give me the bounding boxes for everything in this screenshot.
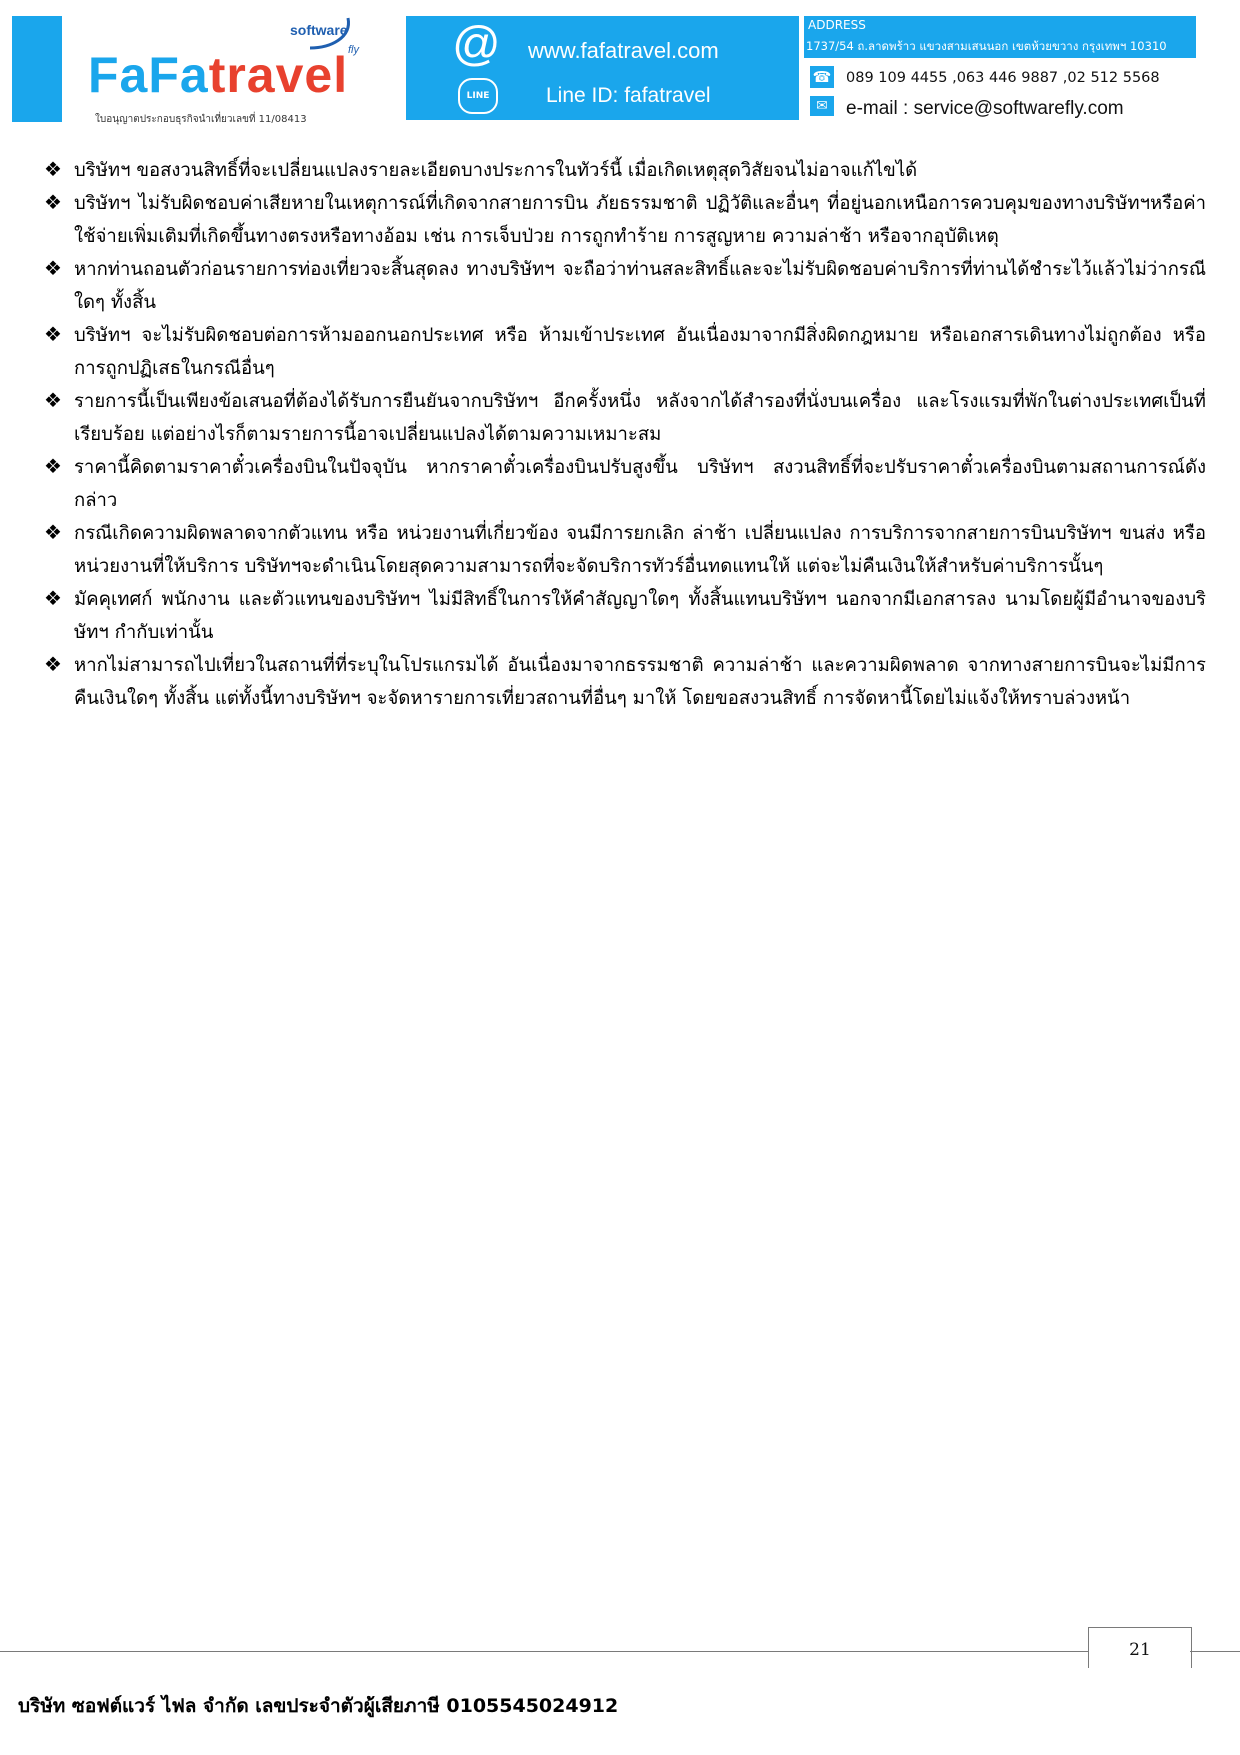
list-item — [44, 187, 1224, 253]
diamond-bullet-icon: ❖ — [44, 586, 62, 610]
list-item — [44, 253, 1224, 319]
list-item — [44, 649, 1224, 715]
diamond-bullet-icon: ❖ — [44, 388, 62, 412]
line-id: Line ID: fafatravel — [546, 84, 711, 107]
footer-divider-right — [1190, 1651, 1240, 1652]
logo-fly-text: fly — [348, 44, 359, 56]
footer-divider — [0, 1651, 1088, 1652]
diamond-bullet-icon: ❖ — [44, 454, 62, 478]
condition-text: ราคานี้คิดตามราคาตั๋วเครื่องบินในปัจจุบัน หากราคาตั๋วเครื่องบินปรับสูงขึ้น บริษัทฯ สงวนสิทธิ์ที่จะปรับราคาตั๋วเครื่องบินตามสถานการณ์ดังกล่าว — [74, 457, 1206, 511]
email-address[interactable]: e-mail : service@softwarefly.com — [846, 98, 1124, 119]
page-number-tab — [1088, 1627, 1192, 1668]
address-text: 1737/54 ถ.ลาดพร้าว แขวงสามเสนนอก เขตห้วยขวาง กรุงเทพฯ 10310 — [806, 39, 1167, 53]
list-item — [44, 385, 1224, 451]
list-item — [44, 154, 1224, 187]
condition-text: หากไม่สามารถไปเที่ยวในสถานที่ที่ระบุในโปรแกรมได้ อันเนื่องมาจากธรรมชาติ ความล่าช้า และความผิดพลาด จากทางสายการบินจะไม่มีการคืนเงินใดๆ ทั้งสิ้น แต่ทั้งนี้ทางบริษัทฯ จะจัดหารายการเที่ยวสถานที่อื่นๆ มาให้ โดยขอสงวนสิทธิ์ การจัดหานี้โดยไม่แจ้งให้ทราบล่วงหน้า — [74, 655, 1206, 709]
phone-icon: ☎ — [810, 66, 834, 88]
condition-text: บริษัทฯ ไม่รับผิดชอบค่าเสียหายในเหตุการณ์ที่เกิดจากสายการบิน ภัยธรรมชาติ ปฏิวัติและอื่นๆ ที่อยู่นอกเหนือการควบคุมของทางบริษัทฯหรือค่าใช้จ่ายเพิ่มเติมที่เกิดขึ้นทางตรงหรือทางอ้อม เช่น การเจ็บป่วย การถูกทำร้าย การสูญหาย ความล่าช้า หรือจากอุบัติเหตุ — [74, 193, 1206, 247]
page-number: 21 — [1129, 1640, 1151, 1660]
address-header — [804, 16, 1196, 58]
logo-brand-travel: travel — [208, 47, 349, 103]
list-item — [44, 583, 1224, 649]
website-link[interactable]: www.fafatravel.com — [528, 38, 719, 63]
mail-icon: ✉ — [810, 96, 834, 116]
contact-panel — [406, 16, 799, 120]
license-number: ใบอนุญาตประกอบธุรกิจนำเที่ยวเลขที่ 11/08413 — [95, 114, 307, 125]
logo-brand-fafa: FaFa — [88, 47, 209, 103]
list-item — [44, 319, 1224, 385]
diamond-bullet-icon: ❖ — [44, 652, 62, 676]
phone-numbers: 089 109 4455 ,063 446 9887 ,02 512 5568 — [846, 70, 1160, 86]
at-sign-icon: @ — [452, 18, 501, 71]
diamond-bullet-icon: ❖ — [44, 322, 62, 346]
address-panel — [804, 16, 1196, 122]
line-app-icon: LINE — [458, 78, 498, 114]
list-item — [44, 451, 1224, 517]
diamond-bullet-icon: ❖ — [44, 190, 62, 214]
condition-text: บริษัทฯ ขอสงวนสิทธิ์ที่จะเปลี่ยนแปลงรายละเอียดบางประการในทัวร์นี้ เมื่อเกิดเหตุสุดวิสัยจนไม่อาจแก้ไขได้ — [74, 160, 918, 181]
address-label: ADDRESS — [808, 18, 866, 32]
condition-text: หากท่านถอนตัวก่อนรายการท่องเที่ยวจะสิ้นสุดลง ทางบริษัทฯ จะถือว่าท่านสละสิทธิ์และจะไม่รับผิดชอบค่าบริการที่ท่านได้ชำระไว้แล้วไม่ว่ากรณีใดๆ ทั้งสิ้น — [74, 259, 1206, 313]
condition-text: มัคคุเทศก์ พนักงาน และตัวแทนของบริษัทฯ ไม่มีสิทธิ์ในการให้คำสัญญาใดๆ ทั้งสิ้นแทนบริษัทฯ นอกจากมีเอกสารลง นามโดยผู้มีอำนาจของบริษัทฯ กำกับเท่านั้น — [74, 589, 1206, 643]
list-item — [44, 517, 1224, 583]
condition-text: กรณีเกิดความผิดพลาดจากตัวแทน หรือ หน่วยงานที่เกี่ยวข้อง จนมีการยกเลิก ล่าช้า เปลี่ยนแปลง การบริการจากสายการบินบริษัทฯ ขนส่ง หรือ หน่วยงานที่ให้บริการ บริษัทฯจะดำเนินโดยสุดความสามารถที่จะจัดบริการทัวร์อื่นทดแทนให้ แต่จะไม่คืนเงินให้สำหรับค่าบริการนั้นๆ — [74, 523, 1206, 577]
logo-software-text: software — [290, 22, 348, 38]
header-accent-bar — [12, 16, 62, 122]
logo-brand — [88, 47, 349, 103]
condition-text: บริษัทฯ จะไม่รับผิดชอบต่อการห้ามออกนอกประเทศ หรือ ห้ามเข้าประเทศ อันเนื่องมาจากมีสิ่งผิดกฎหมาย หรือเอกสารเดินทางไม่ถูกต้อง หรือ การถูกปฏิเสธในกรณีอื่นๆ — [74, 325, 1206, 379]
diamond-bullet-icon: ❖ — [44, 520, 62, 544]
diamond-bullet-icon: ❖ — [44, 256, 62, 280]
diamond-bullet-icon: ❖ — [44, 157, 62, 181]
footer-company-info: บริษัท ซอฟต์แวร์ ไฟล จำกัด เลขประจำตัวผู้เสียภาษี 0105545024912 — [18, 1695, 619, 1717]
conditions-list — [44, 154, 1224, 715]
condition-text: รายการนี้เป็นเพียงข้อเสนอที่ต้องได้รับการยืนยันจากบริษัทฯ อีกครั้งหนึ่ง หลังจากได้สำรองที่นั่งบนเครื่อง และโรงแรมที่พักในต่างประเทศเป็นที่เรียบร้อย แต่อย่างไรก็ตามรายการนี้อาจเปลี่ยนแปลงได้ตามความเหมาะสม — [74, 391, 1206, 445]
